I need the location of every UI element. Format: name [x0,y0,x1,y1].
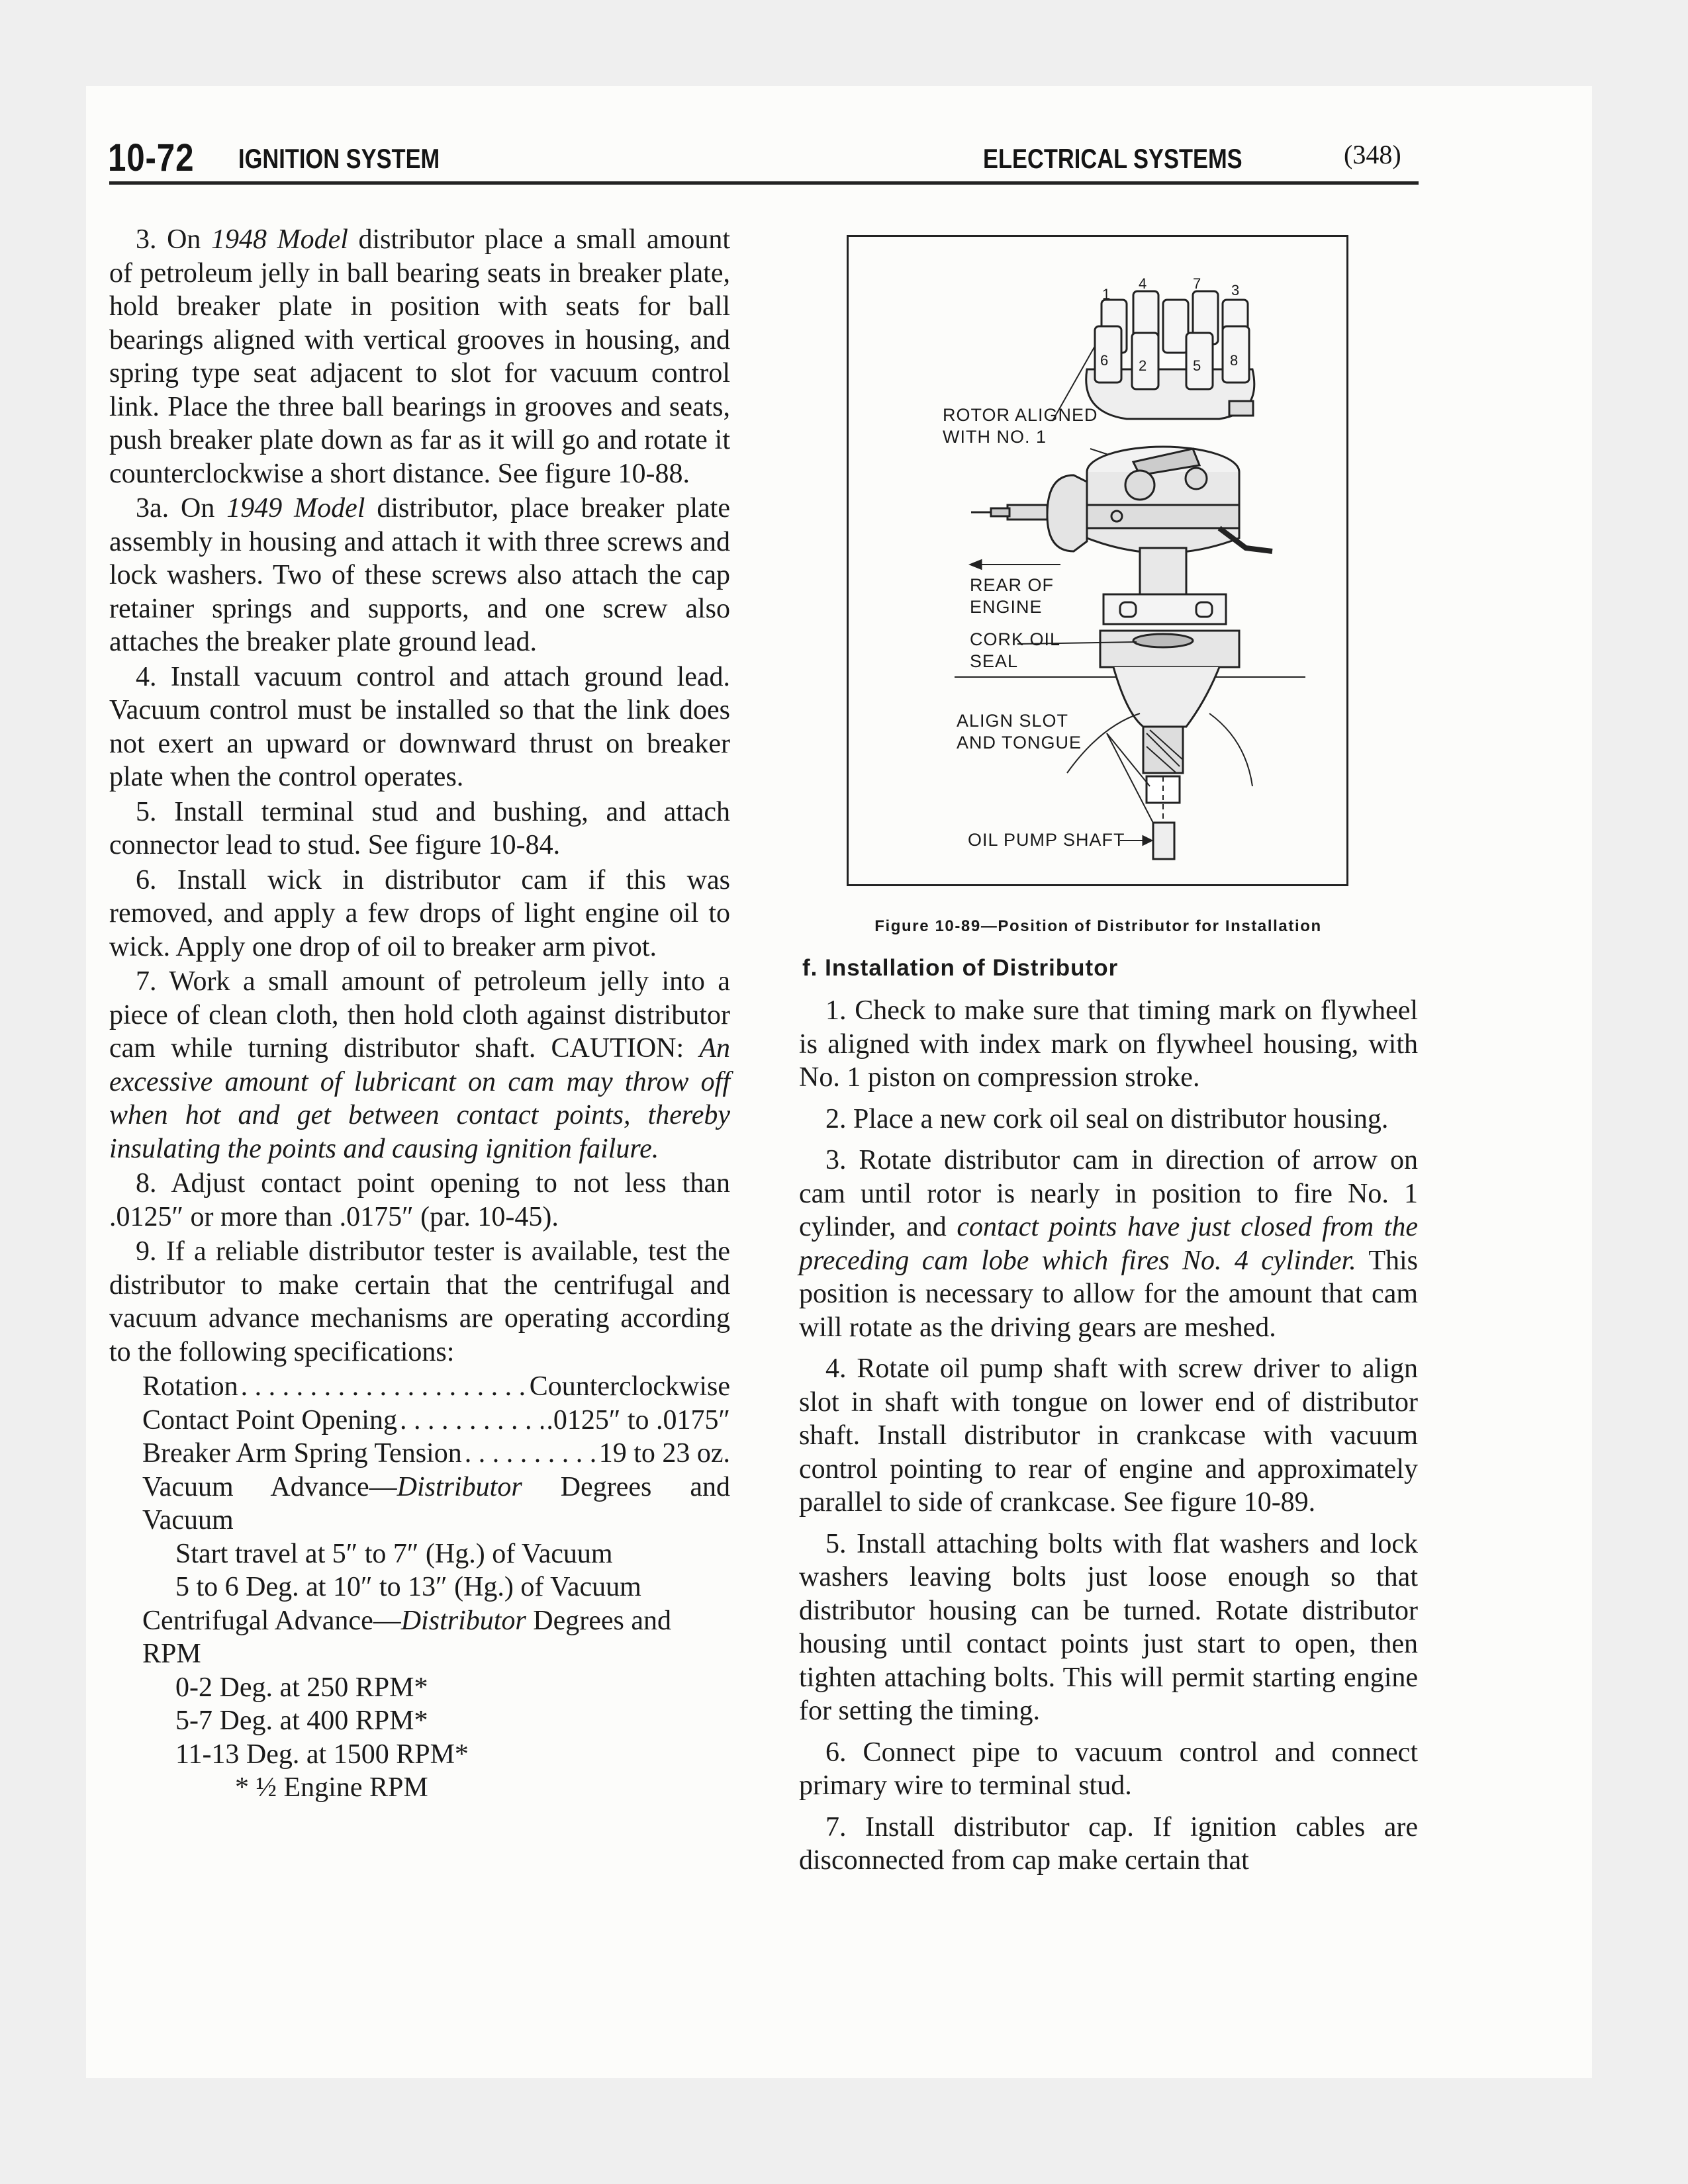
vacuum-advance-heading [109,1471,730,1537]
cylinder-number: 3 [1231,282,1241,298]
text: 7. Install distributor cap. If ignition cables are disconnected from cap make certain that [799,1811,1418,1876]
section-title: IGNITION SYSTEM [238,143,440,174]
label-align-slot: ALIGN SLOT AND TONGUE [957,711,1082,752]
cylinder-number: 5 [1193,357,1202,374]
text: 8. Adjust contact point opening to not less than .0125″ or more than .0175″ (par. 10-45). [109,1168,730,1232]
italic-text: An excessive amount of lubricant on cam may throw off when hot and get between contact points, thereby insulating the points and causing ignition failure. [109,1033,730,1164]
paragraph [799,994,1418,1095]
text: 3. On [136,224,211,255]
paragraph [799,1352,1418,1520]
spec-rotation [109,1370,730,1404]
figure-distributor [847,235,1348,886]
text: 7. Work a small amount of petroleum jelly into a piece of clean cloth, then hold cloth against distributor cam while turning distributor shaft. CAUTION: [109,966,730,1064]
paragraph [109,864,730,964]
text: distributor, place breaker plate assembly in housing and attach it with three screws and lock washers. Two of these screws also attach the cap retainer springs and supports, and one screw also attaches the breaker plate ground lead. [109,493,730,657]
paragraph [109,796,730,862]
text: Vacuum Advance— [142,1471,397,1502]
text: 5. Install terminal stud and bushing, and attach connector lead to stud. See figure 10-84. [109,796,730,860]
text: 3. Rotate distributor cam in direction of arrow on cam until rotor is nearly in position to fire No. 1 cylinder, and [799,1145,1418,1242]
paragraph [799,1144,1418,1344]
paragraph [109,965,730,1165]
dot-leader [241,1370,527,1404]
centrifugal-advance-heading [109,1604,730,1671]
section-heading: f. Installation of Distributor [802,955,1119,981]
cylinder-number: 4 [1139,275,1148,292]
header-rule [109,181,1419,185]
cylinder-number: 1 [1102,286,1111,302]
text: 6. Connect pipe to vacuum control and connect primary wire to terminal stud. [799,1737,1418,1801]
text: Degrees and Vacuum [142,1471,730,1535]
text: distributor place a small amount of petroleum jelly in ball bearing seats in breaker plate, hold breaker plate in position with seats for ball bearings aligned with vertical grooves in housing, and spring type seat adjacent to slot for vacuum control link. Place the three ball bearings in grooves and seats, push breaker plate down as far as it will go and rotate it counterclockwise a short distance. See figure 10-88. [109,224,731,489]
text: 9. If a reliable distributor tester is available, test the distributor to make certain that the centrifugal and vacuum advance mechanisms are operating according to the following specifications: [109,1236,730,1367]
text-italic: Distributor [400,1605,526,1636]
label-oil-pump-shaft: OIL PUMP SHAFT [968,830,1125,850]
text: 5. Install attaching bolts with flat washers and lock washers leaving bolts just loose enough so that distributor housing can be turned. Rotate distributor housing until contact points just start to open, then tighten attaching bolts. This will permit starting engine for setting the timing. [799,1528,1418,1726]
text-italic: Distributor [397,1471,522,1502]
vacuum-spec-line: Start travel at 5″ to 7″ (Hg.) of Vacuum [175,1538,613,1569]
text: Centrifugal Advance— [142,1605,401,1636]
figure-caption: Figure 10-89—Position of Distributor for Installation [874,917,1322,935]
left-column [109,223,730,1805]
text: 2. Place a new cork oil seal on distributor housing. [825,1103,1389,1134]
folio-number: (348) [1344,140,1401,169]
italic-text: 1949 Model [226,493,365,523]
spec-label: Contact Point Opening [142,1404,397,1435]
spec-label: Rotation [142,1371,238,1402]
paragraph [109,1235,730,1369]
text: 4. Install vacuum control and attach ground lead. Vacuum control must be installed so that the link does not exert an upward or downward thrust on breaker plate when the control operates. [109,661,730,792]
italic-text: contact points have just closed from the preceding cam lobe which fires No. 4 cylinder. [799,1212,1418,1276]
dot-leader [465,1437,596,1471]
spec-value: 19 to 23 oz. [598,1438,730,1469]
cylinder-number: 7 [1193,275,1202,292]
dot-leader [400,1404,543,1437]
spec-contact-opening [109,1404,730,1437]
paragraph [109,660,730,794]
distributor-illustration [849,237,1346,884]
vacuum-spec-line: 5 to 6 Deg. at 10″ to 13″ (Hg.) of Vacuum [175,1572,641,1602]
cylinder-number: 2 [1139,357,1148,374]
right-column [799,994,1418,1886]
chapter-title: ELECTRICAL SYSTEMS [983,143,1243,174]
paragraph [109,492,730,659]
paragraph [109,223,730,490]
paragraph [109,1167,730,1234]
page-number: 10-72 [108,136,195,179]
label-rear-of-engine: REAR OF ENGINE [970,575,1055,617]
right-paragraphs [799,994,1418,1878]
text: 6. Install wick in distributor cam if this was removed, and apply a few drops of light engine oil to wick. Apply one drop of oil to breaker arm pivot. [109,864,730,962]
left-paragraphs [109,223,730,1369]
paragraph [799,1736,1418,1803]
spec-label: Breaker Arm Spring Tension [142,1438,462,1469]
text: 3a. On [136,493,227,523]
footnote: * ½ Engine RPM [235,1772,428,1803]
text: 4. Rotate oil pump shaft with screw driver to align slot in shaft with tongue on lower end of distributor shaft. Install distributor in crankcase with vacuum control pointing to rear of engine and approximately parallel to side of crankcase. See figure 10-89. [799,1353,1418,1518]
paragraph [799,1811,1418,1878]
text: This position is necessary to allow for the amount that cam will rotate as the driving gears are meshed. [799,1245,1418,1343]
centrifugal-spec-line: 5-7 Deg. at 400 RPM* [175,1706,428,1736]
label-rotor-aligned: ROTOR ALIGNED WITH NO. 1 [943,405,1098,447]
centrifugal-spec-line: 11-13 Deg. at 1500 RPM* [175,1739,469,1770]
paragraph [799,1103,1418,1136]
cylinder-number: 8 [1230,352,1239,369]
cylinder-number: 6 [1100,352,1109,369]
spec-value: .0125″ to .0175″ [546,1404,730,1435]
spec-spring-tension [109,1437,730,1471]
text: 1. Check to make sure that timing mark on flywheel is aligned with index mark on flywheel housing, with No. 1 piston on compression stroke. [799,995,1418,1093]
paragraph [799,1527,1418,1728]
label-cork-oil-seal: CORK OIL SEAL [970,629,1061,671]
spec-value: Counterclockwise [529,1371,730,1402]
centrifugal-spec-line: 0-2 Deg. at 250 RPM* [175,1672,428,1703]
text: Degrees and RPM [142,1605,671,1669]
italic-text: 1948 Model [211,224,348,255]
